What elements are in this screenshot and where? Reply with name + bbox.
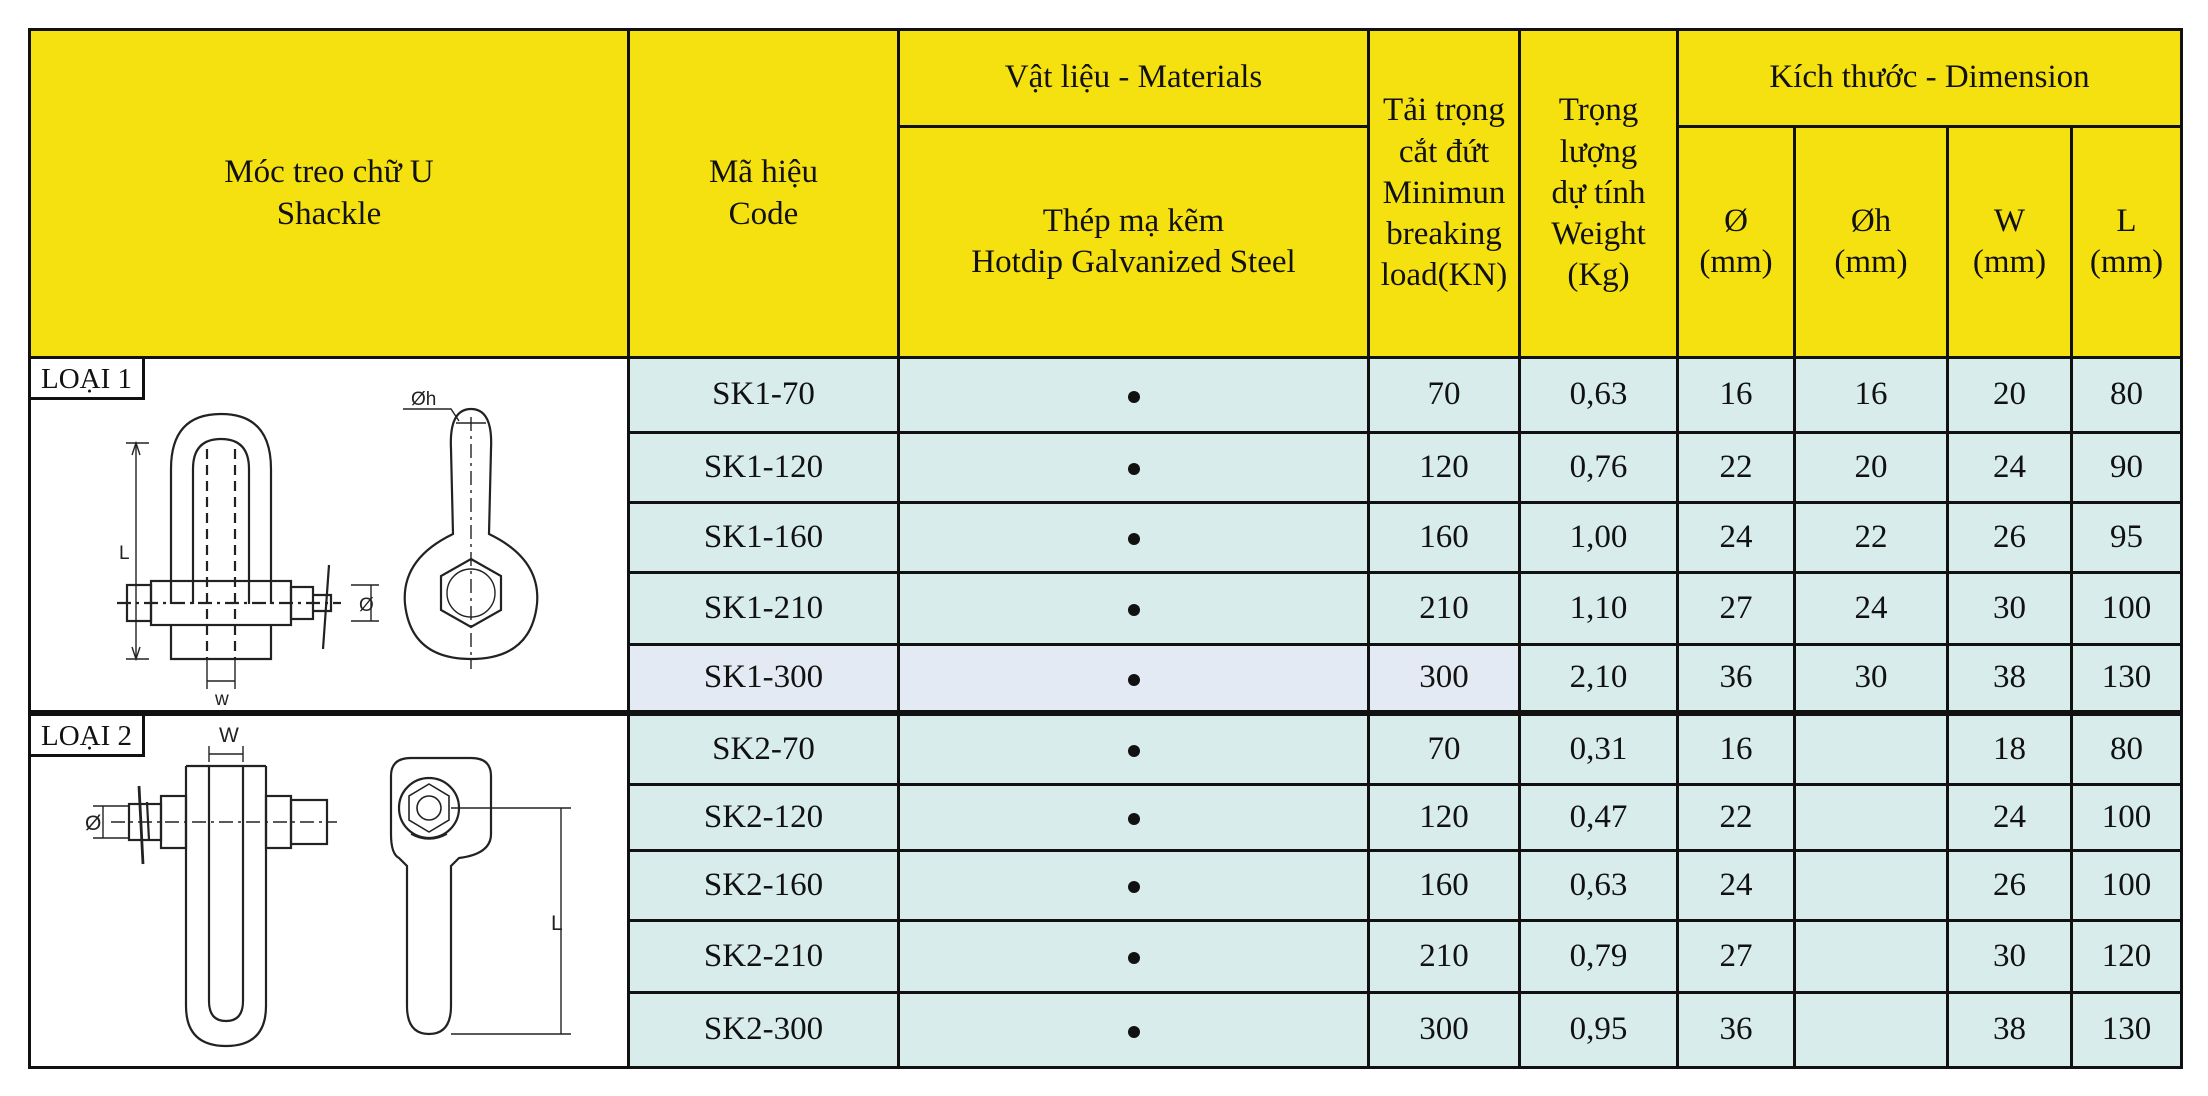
cell-diameter: 27 (1678, 921, 1795, 993)
cell-width: 30 (1948, 921, 2072, 993)
cell-load: 300 (1369, 993, 1520, 1068)
cell-diameter: 24 (1678, 851, 1795, 921)
label-phi: Ø (85, 811, 102, 835)
cell-load: 70 (1369, 713, 1520, 785)
cell-length: 130 (2072, 993, 2182, 1068)
header-dim-unit: (mm) (1834, 244, 1908, 280)
material-bullet-icon (1128, 881, 1140, 893)
cell-diameter: 36 (1678, 645, 1795, 713)
cell-material (899, 851, 1369, 921)
cell-length: 80 (2072, 358, 2182, 433)
cell-length: 95 (2072, 503, 2182, 573)
spec-table (28, 28, 2183, 1069)
header-load-line: Tải trọng (1383, 92, 1505, 129)
header-dim-width (1948, 127, 2072, 358)
header-shackle-vi: Móc treo chữ U (224, 154, 434, 191)
cell-weight: 0,79 (1520, 921, 1678, 993)
cell-diameter: 22 (1678, 785, 1795, 851)
header-shackle (30, 30, 629, 358)
cell-diameter: 22 (1678, 433, 1795, 503)
shackle-type1-drawing (31, 359, 630, 714)
header-load-line: Minimun (1382, 174, 1506, 211)
cell-hole (1795, 851, 1948, 921)
header-load (1369, 30, 1520, 358)
material-bullet-icon (1128, 674, 1140, 686)
cell-code: SK2-300 (629, 993, 899, 1068)
cell-length: 80 (2072, 713, 2182, 785)
cell-width: 24 (1948, 433, 2072, 503)
header-steel-vi: Thép mạ kẽm (1042, 202, 1225, 239)
material-bullet-icon (1128, 391, 1140, 403)
cell-hole: 22 (1795, 503, 1948, 573)
cell-load: 210 (1369, 573, 1520, 645)
cell-material (899, 993, 1369, 1068)
label-phi: Ø (359, 595, 374, 616)
cell-load: 70 (1369, 358, 1520, 433)
cell-hole (1795, 785, 1948, 851)
cell-length: 100 (2072, 851, 2182, 921)
header-load-line: load(KN) (1380, 257, 1508, 294)
header-dim-symbol: Øh (1850, 202, 1892, 239)
material-bullet-icon (1128, 1026, 1140, 1038)
cell-width: 20 (1948, 358, 2072, 433)
cell-weight: 0,31 (1520, 713, 1678, 785)
header-dim-symbol: Ø (1724, 202, 1748, 239)
cell-material (899, 433, 1369, 503)
material-bullet-icon (1128, 745, 1140, 757)
cell-hole (1795, 713, 1948, 785)
cell-weight: 0,63 (1520, 358, 1678, 433)
cell-code: SK1-120 (629, 433, 899, 503)
header-dim-length (2072, 127, 2182, 358)
header-load-line: cắt đứt (1398, 133, 1490, 170)
cell-diameter: 16 (1678, 358, 1795, 433)
cell-hole: 16 (1795, 358, 1948, 433)
cell-width: 38 (1948, 645, 2072, 713)
cell-material (899, 503, 1369, 573)
cell-load: 120 (1369, 433, 1520, 503)
cell-hole: 20 (1795, 433, 1948, 503)
shackle-spec-sheet (28, 28, 2180, 1068)
cell-width: 38 (1948, 993, 2072, 1068)
cell-weight: 1,00 (1520, 503, 1678, 573)
cell-material (899, 358, 1369, 433)
cell-diameter: 36 (1678, 993, 1795, 1068)
cell-code: SK1-160 (629, 503, 899, 573)
cell-width: 24 (1948, 785, 2072, 851)
cell-length: 130 (2072, 645, 2182, 713)
label-length: L (119, 543, 130, 564)
header-dim-hole (1795, 127, 1948, 358)
cell-code: SK2-160 (629, 851, 899, 921)
header-dim-diameter (1678, 127, 1795, 358)
label-phi-h: Øh (411, 389, 437, 410)
material-bullet-icon (1128, 533, 1140, 545)
cell-weight: 2,10 (1520, 645, 1678, 713)
cell-material (899, 921, 1369, 993)
header-materials: Vật liệu - Materials (899, 30, 1369, 127)
header-dim-symbol: W (1993, 202, 2026, 239)
cell-material (899, 785, 1369, 851)
cell-hole (1795, 993, 1948, 1068)
label-width: W (219, 723, 239, 747)
cell-length: 100 (2072, 785, 2182, 851)
cell-code: SK1-210 (629, 573, 899, 645)
header-weight (1520, 30, 1678, 358)
cell-weight: 0,47 (1520, 785, 1678, 851)
drawing-type2 (30, 713, 629, 1068)
label-width: w (215, 689, 229, 710)
header-code-en: Code (728, 195, 799, 232)
header-load-line: breaking (1386, 216, 1502, 253)
cell-weight: 0,63 (1520, 851, 1678, 921)
cell-load: 300 (1369, 645, 1520, 713)
material-bullet-icon (1128, 952, 1140, 964)
drawing-type1 (30, 358, 629, 713)
cell-weight: 0,95 (1520, 993, 1678, 1068)
header-steel-en: Hotdip Galvanized Steel (971, 244, 1296, 280)
header-shackle-en: Shackle (276, 195, 382, 232)
cell-width: 18 (1948, 713, 2072, 785)
cell-code: SK2-70 (629, 713, 899, 785)
cell-hole: 24 (1795, 573, 1948, 645)
cell-material (899, 645, 1369, 713)
header-code-vi: Mã hiệu (708, 154, 819, 191)
shackle-type2-drawing (31, 716, 630, 1071)
cell-length: 90 (2072, 433, 2182, 503)
cell-diameter: 16 (1678, 713, 1795, 785)
cell-code: SK2-210 (629, 921, 899, 993)
header-dimension: Kích thước - Dimension (1678, 30, 2182, 127)
header-steel (899, 127, 1369, 358)
cell-width: 26 (1948, 503, 2072, 573)
cell-diameter: 27 (1678, 573, 1795, 645)
cell-material (899, 713, 1369, 785)
cell-diameter: 24 (1678, 503, 1795, 573)
cell-code: SK1-300 (629, 645, 899, 713)
header-dim-unit: (mm) (1972, 244, 2047, 280)
cell-length: 120 (2072, 921, 2182, 993)
material-bullet-icon (1128, 813, 1140, 825)
header-code (629, 30, 899, 358)
cell-width: 26 (1948, 851, 2072, 921)
cell-load: 160 (1369, 503, 1520, 573)
label-length: L (551, 911, 563, 935)
material-bullet-icon (1128, 604, 1140, 616)
type2-tag: LOẠI 2 (31, 716, 145, 757)
cell-weight: 1,10 (1520, 573, 1678, 645)
header-dim-unit: (mm) (1699, 244, 1773, 280)
header-weight-line: Weight (1551, 216, 1646, 253)
cell-code: SK1-70 (629, 358, 899, 433)
type1-tag: LOẠI 1 (31, 359, 145, 400)
cell-load: 120 (1369, 785, 1520, 851)
cell-load: 160 (1369, 851, 1520, 921)
header-dim-unit: (mm) (2089, 244, 2164, 280)
material-bullet-icon (1128, 463, 1140, 475)
cell-weight: 0,76 (1520, 433, 1678, 503)
cell-hole: 30 (1795, 645, 1948, 713)
cell-load: 210 (1369, 921, 1520, 993)
cell-width: 30 (1948, 573, 2072, 645)
cell-material (899, 573, 1369, 645)
cell-code: SK2-120 (629, 785, 899, 851)
cell-hole (1795, 921, 1948, 993)
header-weight-line: Trọng (1558, 92, 1639, 129)
header-weight-line: dự tính (1551, 174, 1646, 211)
header-weight-line: (Kg) (1567, 257, 1630, 294)
header-weight-line: lượng (1559, 133, 1638, 170)
cell-length: 100 (2072, 573, 2182, 645)
header-dim-symbol: L (2116, 202, 2137, 239)
